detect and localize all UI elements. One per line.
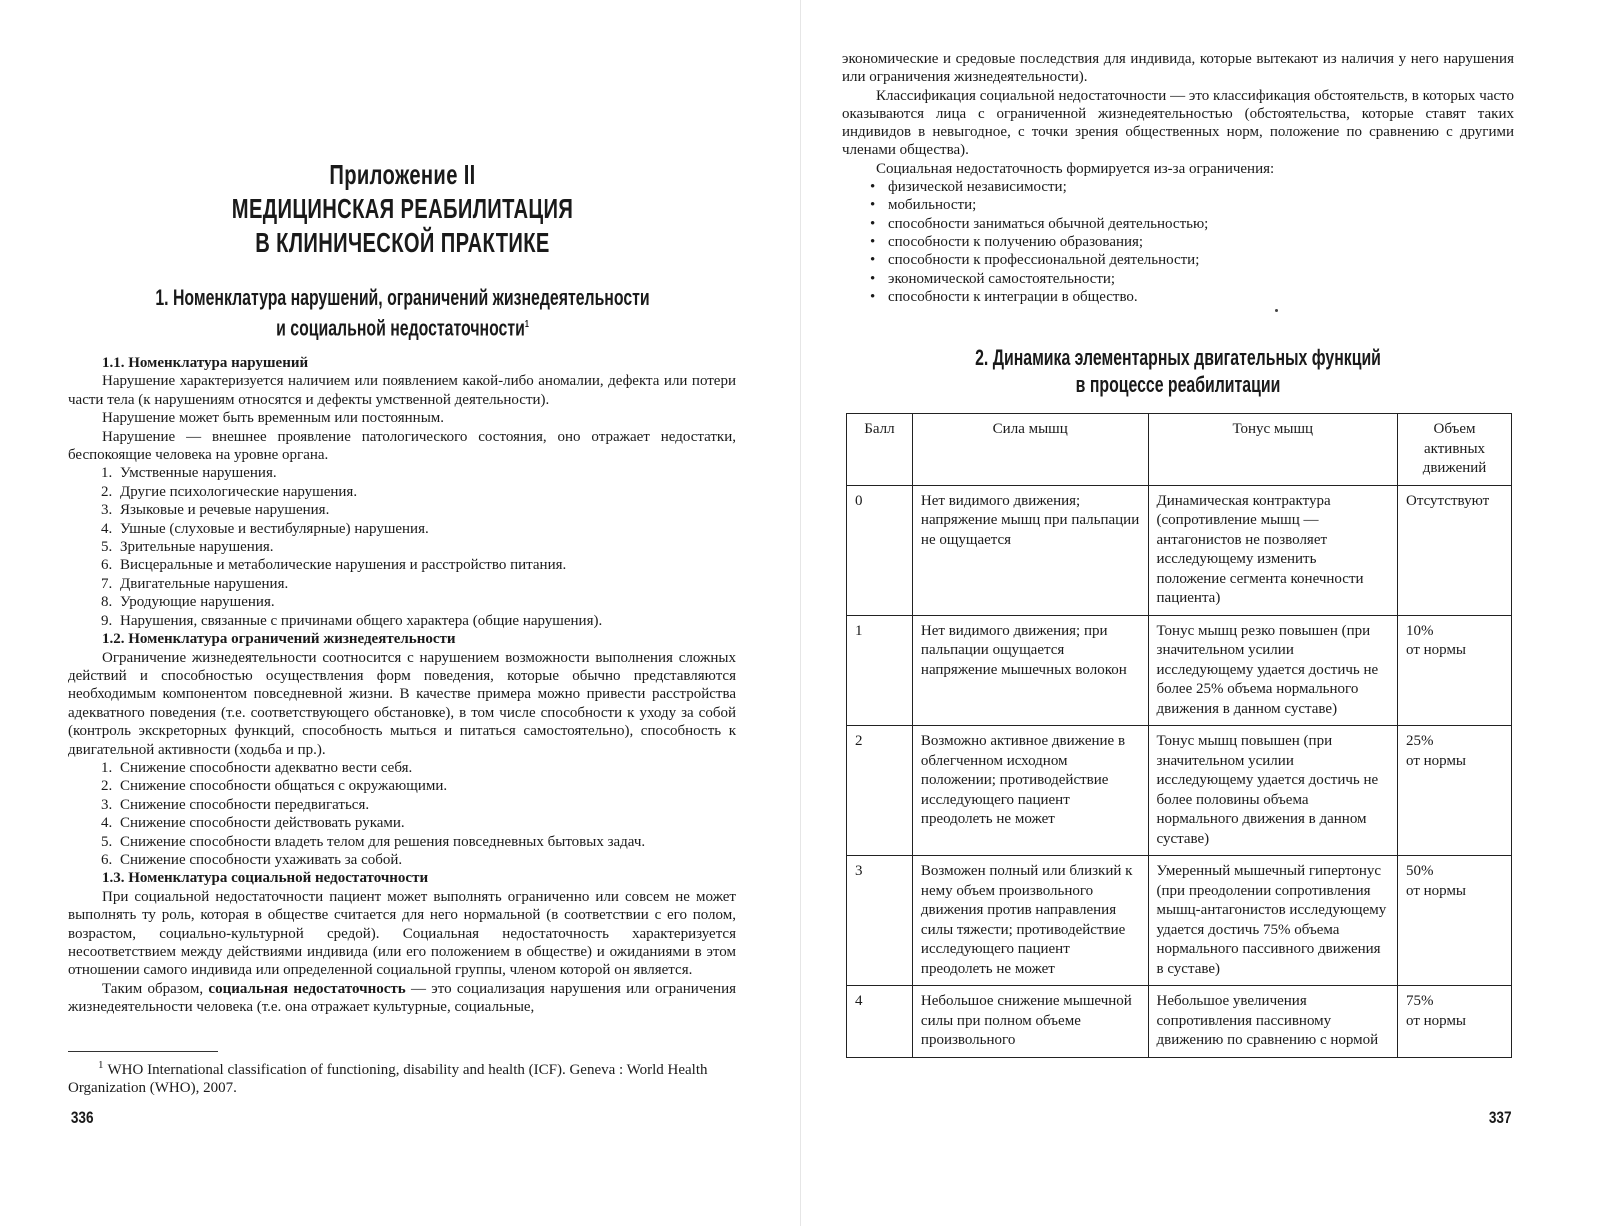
footnote-reference[interactable]: 1 bbox=[524, 319, 529, 330]
footnote bbox=[68, 1056, 736, 1097]
cell-tone: Небольшое увеличения сопротивления пассивному движению по сравнению с нормой bbox=[1148, 986, 1398, 1058]
cell-score: 4 bbox=[847, 986, 913, 1058]
list-item: • физической независимости; bbox=[888, 178, 1514, 196]
cell-strength: Возможен полный или близкий к нему объем произвольного движения против направления силы тяжести; противодействие исследующего пациент преодолеть не может bbox=[912, 856, 1148, 986]
cell-tone: Динамическая контрактура (сопротивление мышц — антагонистов не позволяет исследующему изменить положение сегмента конечности пациента) bbox=[1148, 485, 1398, 615]
list-item: 2. Снижение способности общаться с окружающими. bbox=[116, 777, 736, 795]
cell-tone: Тонус мышц резко повышен (при значительном усилии исследующему удается достичь не более 25% объема нормального движения в данном суставе) bbox=[1148, 615, 1398, 726]
list-item: • способности к получению образования; bbox=[888, 233, 1514, 251]
list-item: • мобильности; bbox=[888, 196, 1514, 214]
cell-volume: 25% от нормы bbox=[1398, 726, 1512, 856]
cell-score: 1 bbox=[847, 615, 913, 726]
table-row bbox=[847, 615, 1512, 726]
cell-volume: Отсутствуют bbox=[1398, 485, 1512, 615]
page-number-left: 336 bbox=[70, 1108, 94, 1127]
paragraph: Нарушение может быть временным или постоянным. bbox=[102, 410, 445, 427]
motor-function-table bbox=[846, 413, 1512, 1058]
list-item: 5. Снижение способности владеть телом для решения повседневных бытовых задач. bbox=[116, 833, 736, 851]
section-2-heading bbox=[842, 344, 1514, 398]
list-item: 1. Снижение способности адекватно вести себя. bbox=[116, 759, 736, 777]
table-row bbox=[847, 986, 1512, 1058]
impairments-list bbox=[68, 464, 736, 630]
page-number-right: 337 bbox=[1488, 1108, 1512, 1127]
appendix-title-line2: МЕДИЦИНСКАЯ РЕАБИЛИТАЦИЯ bbox=[231, 193, 574, 224]
paragraph: Нарушение — внешнее проявление патологического состояния, оно отражает недостатки, беспокоящие человека на уровне органа. bbox=[68, 428, 736, 464]
list-item: 7. Двигательные нарушения. bbox=[116, 575, 736, 593]
cell-volume: 50% от нормы bbox=[1398, 856, 1512, 986]
footnote-marker: 1 bbox=[98, 1059, 104, 1071]
left-body-text bbox=[68, 354, 736, 1017]
list-item: 9. Нарушения, связанные с причинами общего характера (общие нарушения). bbox=[116, 612, 736, 630]
cell-score: 3 bbox=[847, 856, 913, 986]
subsection-1-2-heading: 1.2. Номенклатура ограничений жизнедеятельности bbox=[102, 631, 456, 648]
column-header-score: Балл bbox=[847, 414, 913, 486]
subsection-1-1-heading: 1.1. Номенклатура нарушений bbox=[102, 355, 309, 371]
list-item: 4. Снижение способности действовать руками. bbox=[116, 814, 736, 832]
paragraph-text: Таким образом, bbox=[102, 980, 209, 997]
list-item: 4. Ушные (слуховые и вестибулярные) нарушения. bbox=[116, 520, 736, 538]
list-item: 5. Зрительные нарушения. bbox=[116, 538, 736, 556]
column-header-tone: Тонус мышц bbox=[1148, 414, 1398, 486]
list-item: • способности заниматься обычной деятельностью; bbox=[888, 215, 1514, 233]
appendix-title bbox=[70, 158, 735, 260]
cell-strength: Нет видимого движения; при пальпации ощущается напряжение мышечных волокон bbox=[912, 615, 1148, 726]
subsection-1-3-heading: 1.3. Номенклатура социальной недостаточности bbox=[102, 870, 429, 887]
footnote-text: WHO International classification of functioning, disability and health (ICF). Geneva : World Health Organization (WHO), 2007. bbox=[68, 1062, 708, 1096]
handicap-causes-list bbox=[842, 178, 1514, 306]
paragraph: При социальной недостаточности пациент может выполнять ограниченно или совсем не может выполнять ту роль, которая в обществе считается для него нормальной (в соответствии с его полом, возрастом, социально-культурной средой). Социальная недостаточность характеризуется несоответствием между действиями индивида (или его положением в обществе) и ожиданиями в этом отношении самого индивида или определенной социальной группы, членом которой он является. bbox=[68, 888, 736, 979]
paragraph bbox=[68, 980, 736, 1017]
cell-strength: Возможно активное движение в облегченном исходном положении; противодействие исследующего пациент преодолеть не может bbox=[912, 726, 1148, 856]
list-item: 3. Языковые и речевые нарушения. bbox=[116, 501, 736, 519]
cell-tone: Тонус мышц повышен (при значительном усилии исследующему удается достичь не более половины объема нормального движения в данном суставе) bbox=[1148, 726, 1398, 856]
list-item: 8. Уродующие нарушения. bbox=[116, 593, 736, 611]
section-1-heading bbox=[40, 284, 765, 341]
disabilities-list bbox=[68, 759, 736, 869]
cell-tone: Умеренный мышечный гипертонус (при преодолении сопротивления мышц-антагонистов исследующему удается достичь 75% объема нормального пассивного движения в суставе) bbox=[1148, 856, 1398, 986]
cell-score: 0 bbox=[847, 485, 913, 615]
print-speck bbox=[1275, 309, 1278, 312]
cell-strength: Небольшое снижение мышечной силы при полном объеме произвольного bbox=[912, 986, 1148, 1058]
section-1-heading-line2: и социальной недостаточности bbox=[276, 315, 525, 341]
list-item: • способности к профессиональной деятельности; bbox=[888, 251, 1514, 269]
footnote-rule bbox=[68, 1051, 218, 1052]
right-body-text bbox=[842, 50, 1514, 306]
paragraph-text: — это социализация нарушения или ограничения жизнедеятельности человека (т.е. она отражает культурные, социальные, bbox=[68, 980, 736, 1016]
table-row bbox=[847, 726, 1512, 856]
table-header-row bbox=[847, 414, 1512, 486]
list-item: • экономической самостоятельности; bbox=[888, 270, 1514, 288]
column-header-strength: Сила мышц bbox=[912, 414, 1148, 486]
list-item: 6. Снижение способности ухаживать за собой. bbox=[116, 851, 736, 869]
paragraph: Социальная недостаточность формируется из-за ограничения: bbox=[876, 160, 1275, 177]
list-item: 3. Снижение способности передвигаться. bbox=[116, 796, 736, 814]
paragraph: экономические и средовые последствия для индивида, которые вытекают из наличия у него нарушения или ограничения жизнедеятельности). bbox=[842, 51, 1514, 86]
table-row bbox=[847, 485, 1512, 615]
paragraph: Классификация социальной недостаточности — это классификация обстоятельств, в которых часто оказываются лица с ограниченной жизнедеятельностью (обстоятельства, которые ставят таких индивидов в невыгодное, с точки зрения общественных норм, положение по сравнению с другими членами общества). bbox=[842, 87, 1514, 159]
book-gutter bbox=[800, 0, 801, 1226]
section-2-heading-line1: 2. Динамика элементарных двигательных функций bbox=[975, 345, 1381, 370]
list-item: • способности к интеграции в общество. bbox=[888, 288, 1514, 306]
section-1-heading-line1: 1. Номенклатура нарушений, ограничений жизнедеятельности bbox=[155, 285, 650, 310]
appendix-title-line1: Приложение II bbox=[329, 159, 476, 190]
cell-volume: 10% от нормы bbox=[1398, 615, 1512, 726]
column-header-volume: Объем активных движений bbox=[1398, 414, 1512, 486]
cell-score: 2 bbox=[847, 726, 913, 856]
list-item: 2. Другие психологические нарушения. bbox=[116, 483, 736, 501]
table-row bbox=[847, 856, 1512, 986]
paragraph: Нарушение характеризуется наличием или появлением какой-либо аномалии, дефекта или потери части тела (к нарушениям относятся и дефекты умственной деятельности). bbox=[68, 373, 736, 408]
paragraph: Ограничение жизнедеятельности соотносится с нарушением возможности выполнения сложных действий и способностью осуществления форм поведения, которые обычно представляются необходимым компонентом повседневной жизни. В качестве примера можно привести расстройства адекватного поведения (т.е. соответствующего обстановке), в том числе способности к уходу за собой (контроль экскреторных функций, способность мыться и питаться самостоятельно), способность к двигательной активности (ходьба и пр.). bbox=[68, 649, 736, 758]
cell-volume: 75% от нормы bbox=[1398, 986, 1512, 1058]
section-2-heading-line2: в процессе реабилитации bbox=[1075, 372, 1281, 397]
list-item: 1. Умственные нарушения. bbox=[116, 464, 736, 482]
cell-strength: Нет видимого движения; напряжение мышц при пальпации не ощущается bbox=[912, 485, 1148, 615]
defined-term: социальная недостаточность bbox=[208, 980, 406, 997]
list-item: 6. Висцеральные и метаболические нарушения и расстройство питания. bbox=[116, 556, 736, 574]
appendix-title-line3: В КЛИНИЧЕСКОЙ ПРАКТИКЕ bbox=[255, 227, 550, 258]
